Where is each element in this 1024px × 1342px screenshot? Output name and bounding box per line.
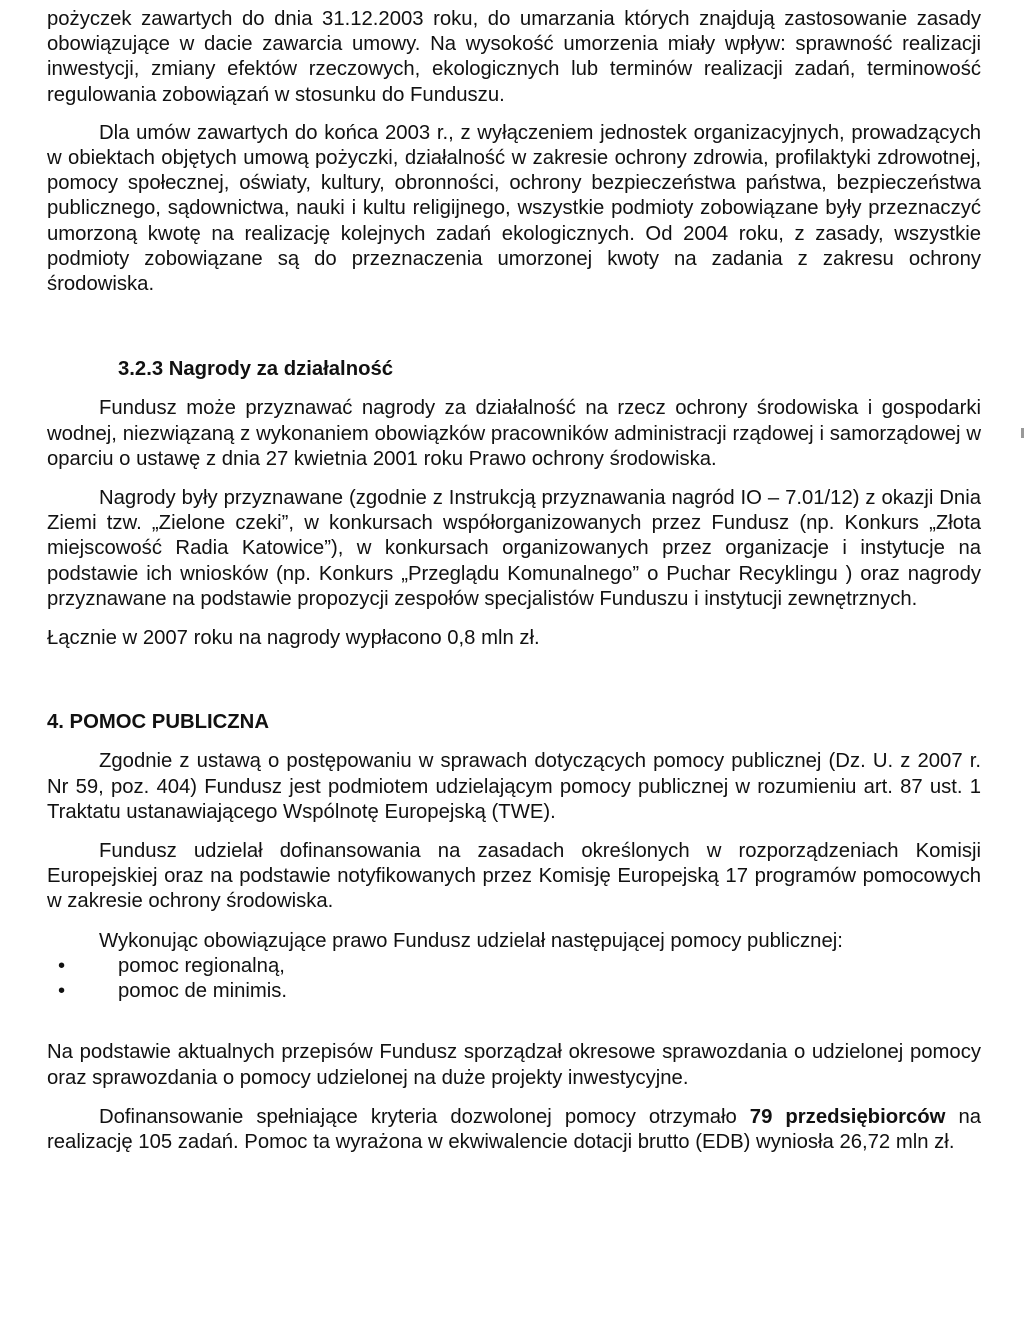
- paragraph-dofinansowanie: [47, 1105, 981, 1155]
- document-page: [47, 7, 981, 1155]
- paragraph-pomoc-programy: Fundusz udzielał dofinansowania na zasadach określonych w rozporządzeniach Komisji Europejskiej oraz na podstawie notyfikowanych przez Komisję Europejską 17 programów pomocowych w zakresie ochrony środowiska.: [47, 840, 981, 913]
- dofinansowanie-text-start: Dofinansowanie spełniające kryteria dozwolonej pomocy otrzymało: [99, 1105, 737, 1128]
- przedsiebiorcy-count: 79: [749, 1105, 773, 1128]
- list-item: • pomoc regionalną,: [47, 954, 981, 979]
- paragraph-sprawozdania: Na podstawie aktualnych przepisów Fundusz sporządzał okresowe sprawozdania o udzielonej pomocy oraz sprawozdania o pomocy udzielonej na duże projekty inwestycyjne.: [47, 1041, 981, 1089]
- paragraph-nagrody-intro: Fundusz może przyznawać nagrody za działalność na rzecz ochrony środowiska i gospodarki wodnej, niezwiązaną z wykonaniem obowiązków pracowników administracji rządowej i samorządowej w oparciu o ustawę z dnia 27 kwietnia 2001 roku Prawo ochrony środowiska.: [47, 397, 981, 470]
- paragraph-nagrody-details: Nagrody były przyznawane (zgodnie z Instrukcją przyznawania nagród IO – 7.01/12) z okazji Dnia Ziemi tzw. „Zielone czeki”, w konkursach współorganizowanych przez Fundusz (np. Konkurs „Złota miejscowość Radia Katowice”), w konkursach organizowanych przez organizacje i instytucje na podstawie ich wniosków (np. Konkurs „Przeglądu Komunalnego” o Puchar Recyklingu ) oraz nagrody przyznawane na podstawie propozycji zespołów specjalistów Funduszu i instytucji zewnętrznych.: [47, 487, 981, 610]
- paragraph-pomoc-rodzaje: Wykonując obowiązujące prawo Fundusz udzielał następującej pomocy publicznej:: [99, 929, 843, 952]
- paragraph-umorzenia: Dla umów zawartych do końca 2003 r., z wyłączeniem jednostek organizacyjnych, prowadzących w obiektach objętych umową pożyczki, działalność w zakresie ochrony zdrowia, profilaktyki zdrowotnej, pomocy społecznej, oświaty, kultury, obronności, ochrony bezpieczeństwa państwa, bezpieczeństwa publicznego, sądownictwa, nauki i kultu religijnego, wszystkie podmioty zobowiązane były przeznaczyć umorzoną kwotę na realizację kolejnych zadań ekologicznych. Od 2004 roku, z zasady, wszystkie podmioty zobowiązane są do przeznaczenia umorzonej kwoty na zadania z zakresu ochrony środowiska.: [47, 121, 981, 296]
- bullet-list-pomoc: [47, 954, 981, 1004]
- dofinansowanie-text-end: na realizację 105 zadań. Pomoc ta wyrażona w ekwiwalencie dotacji brutto (EDB) wyniosła 26,72 mln zł.: [47, 1105, 982, 1153]
- section-heading-3-2-3: 3.2.3 Nagrody za działalność: [118, 358, 394, 381]
- paragraph-continuation: pożyczek zawartych do dnia 31.12.2003 roku, do umarzania których znajdują zastosowanie zasady obowiązujące w dacie zawarcia umowy. Na wysokość umorzenia miały wpływ: sprawność realizacji inwestycji, zmiany efektów rzeczowych, ekologicznych lub terminów realizacji zadań, terminowość regulowania zobowiązań w stosunku do Funduszu.: [47, 8, 981, 106]
- list-item: • pomoc de minimis.: [47, 979, 981, 1004]
- paragraph-nagrody-total: Łącznie w 2007 roku na nagrody wypłacono 0,8 mln zł.: [47, 627, 540, 650]
- paragraph-pomoc-intro: Zgodnie z ustawą o postępowaniu w sprawach dotyczących pomocy publicznej (Dz. U. z 2007 r. Nr 59, poz. 404) Fundusz jest podmiotem udzielającym pomocy publicznej w rozumieniu art. 87 ust. 1 Traktatu ustanawiającego Wspólnotę Europejską (TWE).: [47, 750, 981, 823]
- przedsiebiorcy-label: przedsiębiorców: [785, 1105, 946, 1128]
- section-heading-4: 4. POMOC PUBLICZNA: [47, 711, 269, 734]
